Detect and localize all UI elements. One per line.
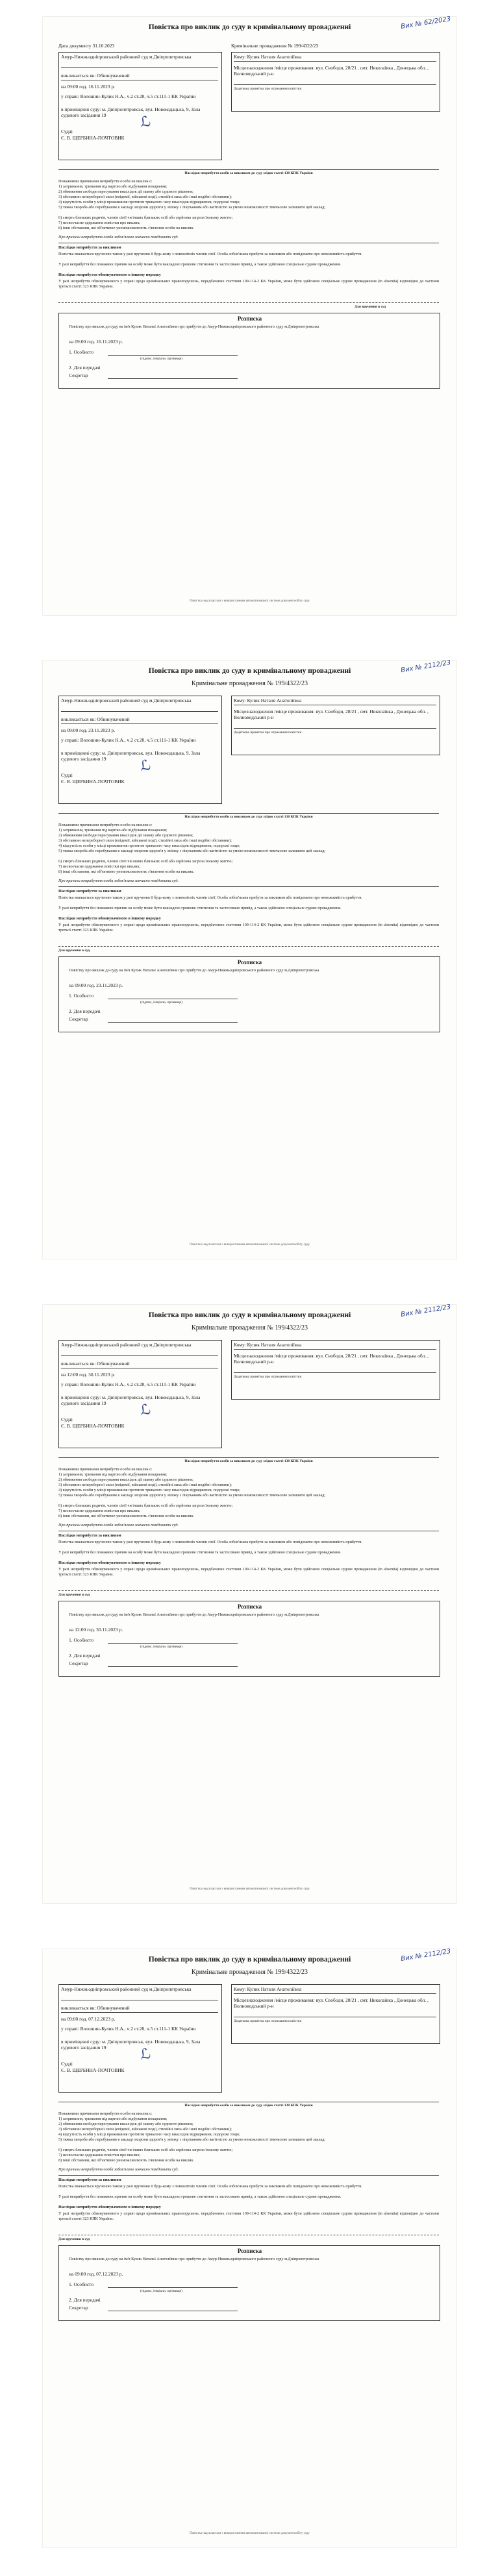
reason-4: 4) відсутність особи у місці проживання протягом тривалого часу внаслідок відрядження, подорожі тощо;	[58, 844, 240, 848]
rozpiska-text: Повістку про виклик до суду на ім'я Кулик Натальї Анатоліївни про прибуття до Амур-Нижньодніпровського районного суду м.Дніпропетровська	[69, 2257, 319, 2261]
reason-2: 2) обмеження свободи пересування внаслідок дії закону або судового рішення;	[58, 189, 193, 194]
special-text: У разі неприбуття обвинуваченого у справі щодо кримінальних правопорушень, передбачених статтями 109-114-2 КК України, може бути здійснено спеціальне судове провадження (in absentia) відповідно до частини третьої статті 323 КПК України.	[58, 2211, 439, 2221]
recipient-label: Кому: Кулик Наталя Анатоліївна	[234, 698, 302, 703]
rozpiska-relative: 2. Для передачі	[69, 2297, 101, 2303]
recipient-address: Місцезнаходження /місце проживання: вул. Свободи, 28/21 , смт. Николаївка , Донецька обл. , Волноводський р-н	[234, 65, 429, 77]
special-text: У разі неприбуття обвинуваченого у справі щодо кримінальних правопорушень, передбачених статтями 109-114-2 КК України, може бути здійснено спеціальне судове провадження (in absentia) відповідно до частини третьої статті 323 КПК України.	[58, 1567, 439, 1577]
footer-text: Повістка надсилається з використанням автоматизованої системи документообігу суду	[190, 1888, 310, 1891]
rozpiska-secretary: Секретар	[69, 2305, 88, 2311]
recipient-label: Кому: Кулик Наталя Анатоліївна	[234, 1986, 302, 1992]
court-name: Амур-Нижньодніпровський районний суд м.Дніпропетровська	[61, 1342, 192, 1348]
rozpiska-secretary: Секретар	[69, 1016, 88, 1022]
reason-8: 8) інші обставини, які об'єктивно унеможливлюють з'явлення особи на виклик.	[58, 1514, 194, 1518]
receipt-box-label: Додаткова примітка про отримання повістки	[234, 731, 302, 735]
reason-1: 1) затримання, тримання під вартою або відбування покарання;	[58, 1472, 168, 1477]
sent-by: Є. В. ЩЕРБИНА-ПОЧТОВИК	[61, 1423, 125, 1429]
sent-by: Є. В. ЩЕРБИНА-ПОЧТОВИК	[61, 2067, 125, 2073]
hearing-room: в приміщенні суду: м. Дніпропетровськ, вул. Новокодацька, 9, Зала судового засідання 19	[61, 106, 201, 118]
footer-text: Повістка надсилається з використанням автоматизованої системи документообігу суду	[190, 1243, 310, 1246]
rozpiska-title: Розписка	[237, 2248, 262, 2254]
rozpiska-relative: 2. Для передачі	[69, 1653, 101, 1659]
special-text: У разі неприбуття обвинуваченого у справі щодо кримінальних правопорушень, передбачених статтями 109-114-2 КК України, може бути здійснено спеціальне судове провадження (in absentia) відповідно до частини третьої статті 323 КПК України.	[58, 923, 439, 932]
note-text: Про причини неприбуття особа зобов'язана завчасно повідомити суд.	[58, 2167, 179, 2172]
rozpiska-signature-hint: (підпис, ініціали, прізвище)	[140, 1645, 183, 1649]
sent-by-label: Судді	[61, 772, 73, 778]
note-text: Про причини неприбуття особа зобов'язана завчасно повідомити суд.	[58, 235, 179, 239]
case-title: у справі: Волошин-Кулик Н.А., ч.2 ст.28, ч.5 ст.111-1 КК України	[61, 1381, 196, 1387]
special-title: Наслідки неприбуття обвинуваченого в іншому порядку	[58, 916, 161, 921]
special-title: Наслідки неприбуття обвинуваченого в іншому порядку	[58, 273, 161, 277]
hearing-room: в приміщенні суду: м. Дніпропетровськ, вул. Новокодацька, 9, Зала судового засідання 19	[61, 2039, 201, 2050]
explanations-title: Наслідки неприбуття особи за викликом до суду згідно статті 138 КПК України	[184, 815, 313, 819]
rozpiska-signature-hint: (підпис, ініціали, прізвище)	[140, 2289, 183, 2293]
reasons-title: Поважними причинами неприбуття особи на виклик є:	[58, 179, 153, 184]
case-number: Кримінальне провадження № 199/4322/23	[192, 680, 308, 687]
case-number: Кримінальне провадження № 199/4322/23	[192, 1969, 308, 1976]
court-name: Амур-Нижньодніпровський районний суд м.Дніпропетровська	[61, 698, 192, 703]
scan-page-1	[0, 0, 498, 644]
signature-mark: ℒ	[138, 113, 153, 132]
court-name: Амур-Нижньодніпровський районний суд м.Дніпропетровська	[61, 54, 192, 60]
summons-title: Повістка про виклик до суду в кримінальному провадженні	[148, 667, 351, 675]
receipt-box-label: Додаткова примітка про отримання повістки	[234, 1375, 302, 1379]
case-title: у справі: Волошин-Кулик Н.А., ч.2 ст.28, ч.5 ст.111-1 КК України	[61, 737, 196, 743]
hearing-time: на 09:00 год. 16.11.2023 р.	[61, 84, 116, 90]
reason-1: 1) затримання, тримання під вартою або відбування покарання;	[58, 2117, 168, 2121]
sent-by: Є. В. ЩЕРБИНА-ПОЧТОВИК	[61, 135, 125, 141]
reason-7: 7) несвоєчасне одержання повістки про виклик;	[58, 864, 141, 869]
consequences-text: У разі неприбуття без поважних причин на особу може бути накладено грошове стягнення та застосовано привід, а також здійснено спеціальне судове провадження.	[58, 262, 342, 267]
rozpiska-person: 1. Особисто	[69, 349, 94, 355]
footer-text: Повістка надсилається з використанням автоматизованої системи документообігу суду	[190, 600, 310, 603]
explanations-title: Наслідки неприбуття особи за викликом до суду згідно статті 138 КПК України	[184, 2104, 313, 2108]
special-title: Наслідки неприбуття обвинуваченого в іншому порядку	[58, 2205, 161, 2209]
reason-7: 7) несвоєчасне одержання повістки про виклик;	[58, 1509, 141, 1513]
signature-mark: ℒ	[138, 1401, 153, 1420]
rozpiska-title: Розписка	[237, 1603, 262, 1610]
duty-text: Повістка вважається врученою також у разі вручення її будь-кому з повнолітніх членів сім'ї. Особа зобов'язана прибути за викликом або повідомити про неможливість прибуття.	[58, 1540, 362, 1544]
handwritten-outgoing-number: Вих № 2112/23	[401, 1947, 452, 1963]
case-number: Кримінальне провадження № 199/4322/23	[192, 1324, 308, 1331]
rozpiska-person: 1. Особисто	[69, 993, 94, 999]
case-title: у справі: Волошин-Кулик Н.А., ч.2 ст.28, ч.5 ст.111-1 КК України	[61, 93, 196, 99]
reason-2: 2) обмеження свободи пересування внаслідок дії закону або судового рішення;	[58, 2122, 193, 2126]
duty-text: Повістка вважається врученою також у разі вручення її будь-кому з повнолітніх членів сім'ї. Особа зобов'язана прибути за викликом або повідомити про неможливість прибуття.	[58, 2184, 362, 2189]
rozpiska-relative: 2. Для передачі	[69, 1008, 101, 1014]
rozpiska-signature-hint: (підпис, ініціали, прізвище)	[140, 357, 183, 361]
explanations-title: Наслідки неприбуття особи за викликом до суду згідно статті 138 КПК України	[184, 1459, 313, 1463]
reason-3: 3) обставини непереборної сили (епідемії, військові події, стихійні лиха або інші подібні обставини);	[58, 195, 232, 199]
note-text: Про причини неприбуття особа зобов'язана завчасно повідомити суд.	[58, 879, 179, 883]
rozpiska-hearing: на 12:00 год. 30.11.2023 р.	[69, 1627, 123, 1633]
sent-by: Є. В. ЩЕРБИНА-ПОЧТОВИК	[61, 779, 125, 784]
reasons-title: Поважними причинами неприбуття особи на виклик є:	[58, 2111, 153, 2116]
case-number: Кримінальне провадження № 199/4322/23	[231, 43, 319, 49]
delivery-label: Для вручення в суд	[58, 1593, 90, 1597]
reason-3: 3) обставини непереборної сили (епідемії, військові події, стихійні лиха або інші подібні обставини);	[58, 2127, 232, 2132]
delivery-label: Для вручення в суд	[58, 949, 90, 953]
recipient-label: Кому: Кулик Наталя Анатоліївна	[234, 1342, 302, 1348]
delivery-label: Для вручення в суд	[355, 305, 386, 309]
recipient-address: Місцезнаходження /місце проживання: вул. Свободи, 28/21 , смт. Николаївка , Донецька обл. , Волноводський р-н	[234, 709, 429, 720]
reason-5: 5) тяжка хвороба або перебування в закладі охорони здоров'я у зв'язку з лікуванням або вагітністю за умови неможливості тимчасово залишити цей заклад;	[58, 2137, 325, 2142]
scan-page-3	[0, 1288, 498, 1932]
hearing-room: в приміщенні суду: м. Дніпропетровськ, вул. Новокодацька, 9, Зала судового засідання 19	[61, 750, 201, 762]
summons-title: Повістка про виклик до суду в кримінальному провадженні	[148, 23, 351, 31]
receipt-box-label: Додаткова примітка про отримання повістки	[234, 87, 302, 91]
rozpiska-person: 1. Особисто	[69, 1637, 94, 1643]
reason-7: 7) несвоєчасне одержання повістки про виклик;	[58, 2153, 141, 2157]
consequences-title: Наслідки неприбуття за викликом	[58, 889, 121, 893]
scan-page-4	[0, 1932, 498, 2576]
sent-by-label: Судді	[61, 2061, 73, 2067]
role-line: викликається як: Обвинувачений	[61, 73, 130, 79]
rozpiska-relative: 2. Для передачі	[69, 365, 101, 371]
reason-6: 6) смерть близьких родичів, членів сім'ї чи інших близьких осіб або серйозна загроза їхньому життю;	[58, 1503, 233, 1508]
recipient-label: Кому: Кулик Наталя Анатоліївна	[234, 54, 302, 60]
reason-8: 8) інші обставини, які об'єктивно унеможливлюють з'явлення особи на виклик.	[58, 2158, 194, 2163]
special-title: Наслідки неприбуття обвинуваченого в іншому порядку	[58, 1561, 161, 1565]
reason-2: 2) обмеження свободи пересування внаслідок дії закону або судового рішення;	[58, 833, 193, 838]
consequences-title: Наслідки неприбуття за викликом	[58, 2178, 121, 2182]
consequences-title: Наслідки неприбуття за викликом	[58, 245, 121, 250]
reason-7: 7) несвоєчасне одержання повістки про виклик;	[58, 221, 141, 225]
reason-3: 3) обставини непереборної сили (епідемії, військові події, стихійні лиха або інші подібні обставини);	[58, 1483, 232, 1487]
case-title: у справі: Волошин-Кулик Н.А., ч.2 ст.28, ч.5 ст.111-1 КК України	[61, 2026, 196, 2032]
reason-6: 6) смерть близьких родичів, членів сім'ї чи інших близьких осіб або серйозна загроза їхньому життю;	[58, 859, 233, 864]
handwritten-outgoing-number: Вих № 2112/23	[401, 1303, 452, 1319]
reason-4: 4) відсутність особи у місці проживання протягом тривалого часу внаслідок відрядження, подорожі тощо;	[58, 2132, 240, 2137]
delivery-label: Для вручення в суд	[58, 2237, 90, 2241]
summons-sheet-2	[43, 661, 456, 1259]
reason-2: 2) обмеження свободи пересування внаслідок дії закону або судового рішення;	[58, 1477, 193, 1482]
reason-6: 6) смерть близьких родичів, членів сім'ї чи інших близьких осіб або серйозна загроза їхньому життю;	[58, 2148, 233, 2152]
reason-5: 5) тяжка хвороба або перебування в закладі охорони здоров'я у зв'язку з лікуванням або вагітністю за умови неможливості тимчасово залишити цей заклад;	[58, 1493, 325, 1498]
rozpiska-text: Повістку про виклик до суду на ім'я Кулик Натальї Анатоліївни про прибуття до Амур-Нижньодніпровського районного суду м.Дніпропетровська	[69, 324, 319, 329]
reason-4: 4) відсутність особи у місці проживання протягом тривалого часу внаслідок відрядження, подорожі тощо;	[58, 1488, 240, 1492]
summons-sheet-1	[43, 17, 456, 615]
role-line: викликається як: Обвинувачений	[61, 716, 130, 722]
signature-mark: ℒ	[138, 2045, 153, 2064]
rozpiska-secretary: Секретар	[69, 372, 88, 378]
consequences-title: Наслідки неприбуття за викликом	[58, 1533, 121, 1538]
summons-sheet-4	[43, 1949, 456, 2547]
rozpiska-title: Розписка	[237, 315, 262, 322]
reason-5: 5) тяжка хвороба або перебування в закладі охорони здоров'я у зв'язку з лікуванням або вагітністю за умови неможливості тимчасово залишити цей заклад;	[58, 205, 325, 210]
special-text: У разі неприбуття обвинуваченого у справі щодо кримінальних правопорушень, передбачених статтями 109-114-2 КК України, може бути здійснено спеціальне судове провадження (in absentia) відповідно до частини третьої статті 323 КПК України.	[58, 279, 439, 289]
note-text: Про причини неприбуття особа зобов'язана завчасно повідомити суд.	[58, 1523, 179, 1527]
consequences-text: У разі неприбуття без поважних причин на особу може бути накладено грошове стягнення та застосовано привід, а також здійснено спеціальне судове провадження.	[58, 906, 342, 910]
rozpiska-person: 1. Особисто	[69, 2281, 94, 2287]
rozpiska-text: Повістку про виклик до суду на ім'я Кулик Натальї Анатоліївни про прибуття до Амур-Нижньодніпровського районного суду м.Дніпропетровська	[69, 968, 319, 973]
reasons-title: Поважними причинами неприбуття особи на виклик є:	[58, 823, 153, 827]
role-line: викликається як: Обвинувачений	[61, 1361, 130, 1367]
document-date: Дата документу 31.10.2023	[58, 43, 115, 49]
reason-8: 8) інші обставини, які об'єктивно унеможливлюють з'явлення особи на виклик.	[58, 226, 194, 230]
explanations-title: Наслідки неприбуття особи за викликом до суду згідно статті 138 КПК України	[184, 171, 313, 175]
consequences-text: У разі неприбуття без поважних причин на особу може бути накладено грошове стягнення та застосовано привід, а також здійснено спеціальне судове провадження.	[58, 2194, 342, 2199]
reason-1: 1) затримання, тримання під вартою або відбування покарання;	[58, 184, 168, 189]
reasons-title: Поважними причинами неприбуття особи на виклик є:	[58, 1467, 153, 1472]
handwritten-outgoing-number: Вих № 2112/23	[401, 659, 452, 675]
handwritten-outgoing-number: Вих № 62/2023	[401, 15, 452, 31]
rozpiska-hearing: на 09:00 год. 07.12.2023 р.	[69, 2271, 123, 2277]
scan-page-2	[0, 644, 498, 1287]
court-name: Амур-Нижньодніпровський районний суд м.Дніпропетровська	[61, 1986, 192, 1992]
sent-by-label: Судді	[61, 128, 73, 134]
rozpiska-secretary: Секретар	[69, 1660, 88, 1666]
recipient-address: Місцезнаходження /місце проживання: вул. Свободи, 28/21 , смт. Николаївка , Донецька обл. , Волноводський р-н	[234, 1997, 429, 2009]
rozpiska-text: Повістку про виклик до суду на ім'я Кулик Натальї Анатоліївни про прибуття до Амур-Нижньодніпровського районного суду м.Дніпропетровська	[69, 1612, 319, 1617]
summons-sheet-3	[43, 1305, 456, 1903]
rozpiska-signature-hint: (підпис, ініціали, прізвище)	[140, 1001, 183, 1004]
sent-by-label: Судді	[61, 1416, 73, 1422]
rozpiska-hearing: на 09:00 год. 16.11.2023 р.	[69, 339, 123, 345]
reason-5: 5) тяжка хвороба або перебування в закладі охорони здоров'я у зв'язку з лікуванням або вагітністю за умови неможливості тимчасово залишити цей заклад;	[58, 849, 325, 853]
receipt-box-label: Додаткова примітка про отримання повістки	[234, 2019, 302, 2023]
reason-4: 4) відсутність особи у місці проживання протягом тривалого часу внаслідок відрядження, подорожі тощо;	[58, 200, 240, 204]
reason-3: 3) обставини непереборної сили (епідемії, військові події, стихійні лиха або інші подібні обставини);	[58, 838, 232, 843]
hearing-time: на 12:00 год. 30.11.2023 р.	[61, 1372, 116, 1378]
footer-text: Повістка надсилається з використанням автоматизованої системи документообігу суду	[190, 2532, 310, 2535]
hearing-room: в приміщенні суду: м. Дніпропетровськ, вул. Новокодацька, 9, Зала судового засідання 19	[61, 1394, 201, 1406]
reason-8: 8) інші обставини, які об'єктивно унеможливлюють з'явлення особи на виклик.	[58, 869, 194, 874]
summons-title: Повістка про виклик до суду в кримінальному провадженні	[148, 1956, 351, 1963]
rozpiska-title: Розписка	[237, 959, 262, 966]
role-line: викликається як: Обвинувачений	[61, 2005, 130, 2011]
recipient-address: Місцезнаходження /місце проживання: вул. Свободи, 28/21 , смт. Николаївка , Донецька обл. , Волноводський р-н	[234, 1353, 429, 1365]
consequences-text: У разі неприбуття без поважних причин на особу може бути накладено грошове стягнення та застосовано привід, а також здійснено спеціальне судове провадження.	[58, 1550, 342, 1555]
summons-title: Повістка про виклик до суду в кримінальному провадженні	[148, 1311, 351, 1319]
duty-text: Повістка вважається врученою також у разі вручення її будь-кому з повнолітніх членів сім'ї. Особа зобов'язана прибути за викликом або повідомити про неможливість прибуття.	[58, 895, 362, 900]
duty-text: Повістка вважається врученою також у разі вручення її будь-кому з повнолітніх членів сім'ї. Особа зобов'язана прибути за викликом або повідомити про неможливість прибуття.	[58, 252, 362, 256]
reason-6: 6) смерть близьких родичів, членів сім'ї чи інших близьких осіб або серйозна загроза їхньому життю;	[58, 215, 233, 220]
hearing-time: на 09:00 год. 07.12.2023 р.	[61, 2016, 116, 2022]
signature-mark: ℒ	[138, 757, 153, 775]
rozpiska-hearing: на 09:00 год. 23.11.2023 р.	[69, 982, 123, 988]
reason-1: 1) затримання, тримання під вартою або відбування покарання;	[58, 828, 168, 832]
hearing-time: на 09:00 год. 23.11.2023 р.	[61, 727, 116, 733]
